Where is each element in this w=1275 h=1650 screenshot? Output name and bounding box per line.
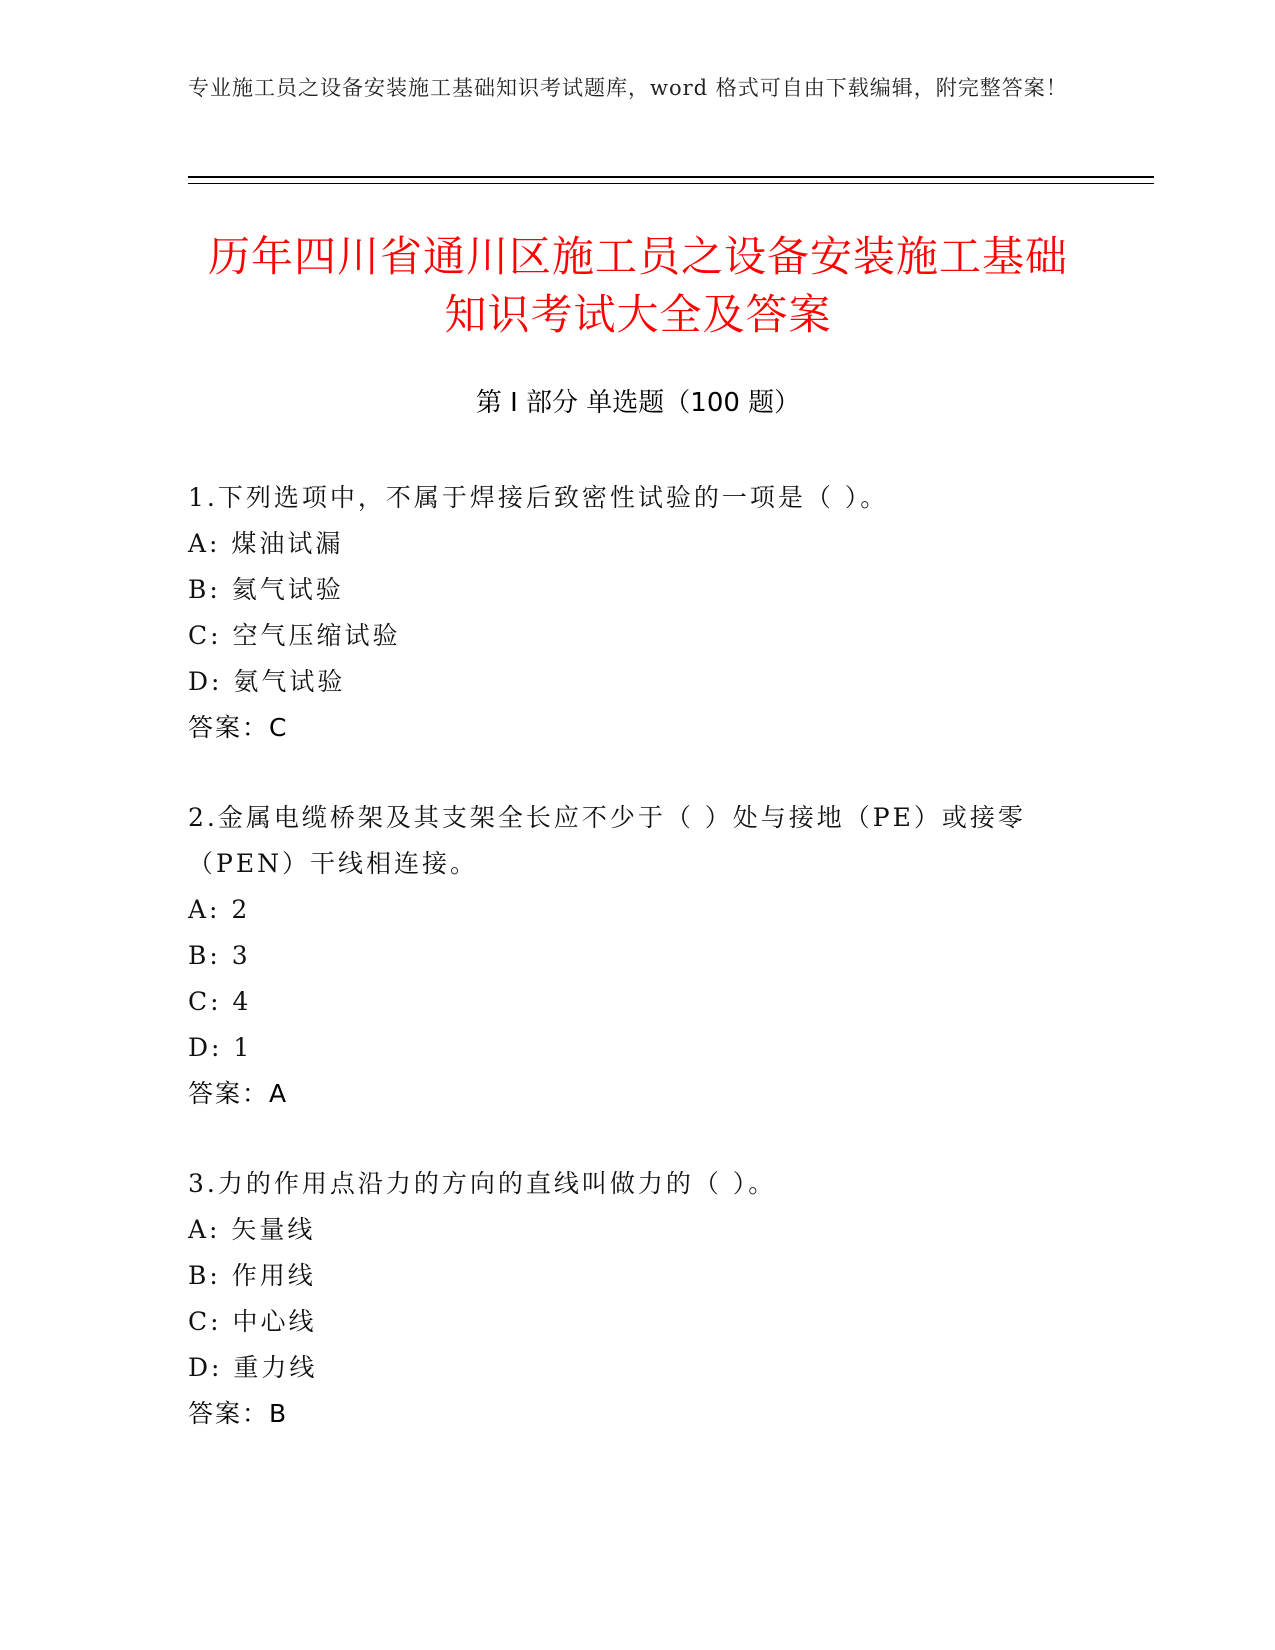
answer: 答案：A <box>188 1079 289 1108</box>
option-c: C: 中心线 <box>188 1307 317 1336</box>
option-b: B: 作用线 <box>188 1261 316 1290</box>
document-title: 历年四川省通川区施工员之设备安装施工基础知识考试大全及答案 <box>207 232 1068 339</box>
option-a: A: 矢量线 <box>188 1215 316 1244</box>
question-2 <box>188 795 1088 1117</box>
question-list <box>188 475 1088 1481</box>
question-stem: 1.下列选项中，不属于焊接后致密性试验的一项是（ ）。 <box>188 483 889 512</box>
option-b: B: 氦气试验 <box>188 575 344 604</box>
question-stem: 3.力的作用点沿力的方向的直线叫做力的（ ）。 <box>188 1169 777 1198</box>
question-3 <box>188 1161 1088 1437</box>
header-note: 专业施工员之设备安装施工基础知识考试题库，word 格式可自由下载编辑，附完整答案！ <box>188 76 1068 100</box>
option-d: D: 重力线 <box>188 1353 318 1382</box>
answer: 答案：C <box>188 713 289 742</box>
option-c: C: 4 <box>188 987 252 1016</box>
section-title: 第 I 部分 单选题（100 题） <box>475 388 801 418</box>
option-c: C: 空气压缩试验 <box>188 621 401 650</box>
option-a: A: 煤油试漏 <box>188 529 344 558</box>
question-stem: 2.金属电缆桥架及其支架全长应不少于（ ）处与接地（PE）或接零（PEN）干线相连接。 <box>188 803 1026 878</box>
question-1 <box>188 475 1088 751</box>
option-d: D: 氨气试验 <box>188 667 346 696</box>
option-b: B: 3 <box>188 941 251 970</box>
header-rule-thin <box>188 183 1154 184</box>
option-a: A: 2 <box>188 895 251 924</box>
header-rule-thick <box>188 176 1154 178</box>
option-d: D: 1 <box>188 1033 253 1062</box>
answer: 答案：B <box>188 1399 289 1428</box>
